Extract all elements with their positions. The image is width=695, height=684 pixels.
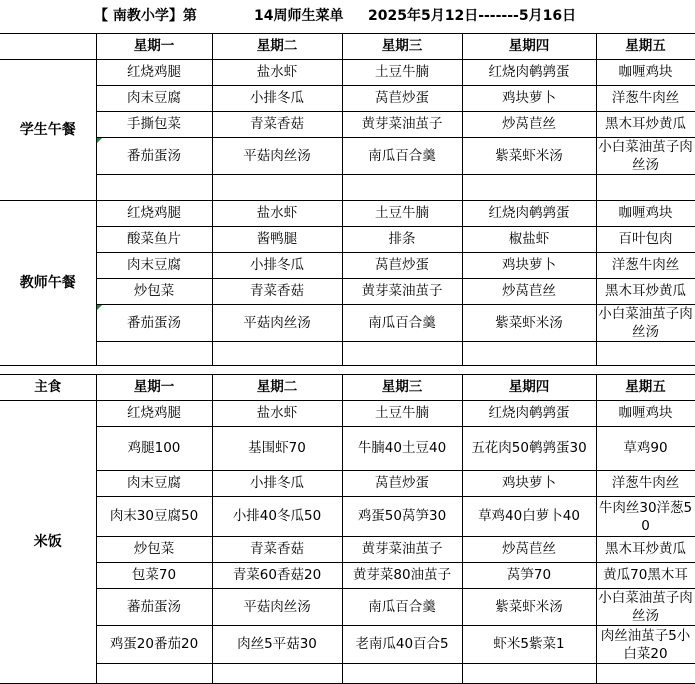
- empty-cell: [596, 664, 695, 684]
- menu-cell: 炒莴苣丝: [462, 537, 596, 563]
- ingredient-cell: 鸡蛋20番茄20: [96, 626, 212, 664]
- menu-cell: 炒包菜: [96, 537, 212, 563]
- menu-cell: 小白菜油茧子肉丝汤: [596, 589, 695, 626]
- day-header: 星期四: [462, 34, 596, 60]
- menu-cell: 黑木耳炒黄瓜: [596, 112, 695, 138]
- menu-cell: 咖喱鸡块: [596, 201, 695, 227]
- table-row: [0, 626, 695, 664]
- table-row: [0, 537, 695, 563]
- menu-cell: 南瓜百合羹: [342, 138, 462, 175]
- ingredient-cell: 小排40冬瓜50: [212, 497, 342, 537]
- ingredient-cell: 牛腩40土豆40: [342, 427, 462, 471]
- menu-cell: 莴苣炒蛋: [342, 253, 462, 279]
- menu-cell: 黑木耳炒黄瓜: [596, 537, 695, 563]
- menu-cell: 青菜香菇: [212, 112, 342, 138]
- table-row: [0, 497, 695, 537]
- table-row: [0, 112, 695, 138]
- lunch-header-row: [0, 34, 695, 60]
- menu-cell: 平菇肉丝汤: [212, 305, 342, 342]
- menu-cell: 洋葱牛肉丝: [596, 253, 695, 279]
- day-header: 星期四: [462, 375, 596, 401]
- menu-cell: 肉末豆腐: [96, 253, 212, 279]
- ingredient-cell: 包菜70: [96, 563, 212, 589]
- ingredient-cell: 基围虾70: [212, 427, 342, 471]
- menu-cell: 黄芽菜油茧子: [342, 279, 462, 305]
- menu-cell: 莴苣炒蛋: [342, 86, 462, 112]
- ingredient-cell: 牛肉丝30洋葱50: [596, 497, 695, 537]
- menu-cell: 炒莴苣丝: [462, 279, 596, 305]
- ingredient-cell: 青菜60香菇20: [212, 563, 342, 589]
- ingredient-cell: 五花肉50鹌鹑蛋30: [462, 427, 596, 471]
- ingredient-cell: 黄瓜70黑木耳: [596, 563, 695, 589]
- menu-cell: 南瓜百合羹: [342, 305, 462, 342]
- menu-cell: 小排冬瓜: [212, 471, 342, 497]
- table-row: [0, 60, 695, 86]
- table-row: [0, 342, 695, 366]
- menu-title: [0, 0, 695, 33]
- day-header: 星期五: [596, 34, 695, 60]
- menu-cell: 土豆牛腩: [342, 201, 462, 227]
- ingredient-cell: 莴笋70: [462, 563, 596, 589]
- ingredient-cell: 肉丝油茧子5小白菜20: [596, 626, 695, 664]
- staple-menu-table: [0, 374, 695, 684]
- menu-cell: 咖喱鸡块: [596, 60, 695, 86]
- menu-cell: 平菇肉丝汤: [212, 589, 342, 626]
- menu-cell: 小白菜油茧子肉丝汤: [596, 305, 695, 342]
- day-header: 星期一: [96, 34, 212, 60]
- menu-cell: 平菇肉丝汤: [212, 138, 342, 175]
- menu-cell: 红烧鸡腿: [96, 60, 212, 86]
- table-row: [0, 471, 695, 497]
- ingredient-cell: 鸡腿100: [96, 427, 212, 471]
- student-lunch-label: 学生午餐: [0, 60, 96, 201]
- table-row: [0, 664, 695, 684]
- menu-cell: 排条: [342, 227, 462, 253]
- ingredient-cell: 肉丝5平菇30: [212, 626, 342, 664]
- menu-cell: 青菜香菇: [212, 537, 342, 563]
- menu-cell: 黄芽菜油茧子: [342, 537, 462, 563]
- empty-cell: [96, 175, 212, 201]
- empty-cell: [212, 342, 342, 366]
- menu-cell: 红烧肉鹌鹑蛋: [462, 60, 596, 86]
- staple-header: 主食: [0, 375, 96, 401]
- empty-cell: [96, 664, 212, 684]
- menu-cell: 椒盐虾: [462, 227, 596, 253]
- menu-cell: 红烧鸡腿: [96, 401, 212, 427]
- menu-cell: 鸡块萝卜: [462, 86, 596, 112]
- menu-cell: 洋葱牛肉丝: [596, 471, 695, 497]
- empty-cell: [342, 664, 462, 684]
- ingredient-cell: 草鸡40白萝卜40: [462, 497, 596, 537]
- menu-cell: 紫菜虾米汤: [462, 305, 596, 342]
- empty-cell: [342, 175, 462, 201]
- menu-cell: 红烧肉鹌鹑蛋: [462, 201, 596, 227]
- menu-cell: 咖喱鸡块: [596, 401, 695, 427]
- table-row: [0, 305, 695, 342]
- title-dates: 2025年5月12日-------5月16日: [368, 8, 577, 24]
- corner-cell: [0, 34, 96, 60]
- rice-label: 米饭: [0, 401, 96, 684]
- menu-cell: 黑木耳炒黄瓜: [596, 279, 695, 305]
- table-row: [0, 227, 695, 253]
- day-header: 星期三: [342, 34, 462, 60]
- menu-cell: 炒莴苣丝: [462, 112, 596, 138]
- table-row: [0, 253, 695, 279]
- table-row: [0, 589, 695, 626]
- menu-cell: 小排冬瓜: [212, 86, 342, 112]
- empty-cell: [462, 664, 596, 684]
- table-row: [0, 138, 695, 175]
- table-row: [0, 279, 695, 305]
- table-row: [0, 427, 695, 471]
- menu-cell: 番茄蛋汤: [96, 138, 212, 175]
- empty-cell: [342, 342, 462, 366]
- empty-cell: [96, 342, 212, 366]
- day-header: 星期三: [342, 375, 462, 401]
- table-row: [0, 175, 695, 201]
- menu-cell: 肉末豆腐: [96, 471, 212, 497]
- day-header: 星期二: [212, 375, 342, 401]
- menu-cell: 酱鸭腿: [212, 227, 342, 253]
- empty-cell: [462, 175, 596, 201]
- ingredient-cell: 草鸡90: [596, 427, 695, 471]
- menu-cell: 红烧肉鹌鹑蛋: [462, 401, 596, 427]
- table-row: [0, 86, 695, 112]
- menu-cell: 黄芽菜油茧子: [342, 112, 462, 138]
- lunch-menu-table: [0, 33, 695, 366]
- empty-cell: [596, 342, 695, 366]
- menu-cell: 青菜香菇: [212, 279, 342, 305]
- table-row: [0, 201, 695, 227]
- ingredient-cell: 黄芽菜80油茧子: [342, 563, 462, 589]
- menu-cell: 土豆牛腩: [342, 401, 462, 427]
- day-header: 星期二: [212, 34, 342, 60]
- empty-cell: [596, 175, 695, 201]
- menu-cell: 百叶包肉: [596, 227, 695, 253]
- day-header: 星期五: [596, 375, 695, 401]
- menu-cell: 南瓜百合羹: [342, 589, 462, 626]
- table-row: [0, 563, 695, 589]
- menu-cell: 土豆牛腩: [342, 60, 462, 86]
- empty-cell: [462, 342, 596, 366]
- menu-cell: 莴苣炒蛋: [342, 471, 462, 497]
- menu-cell: 紫菜虾米汤: [462, 589, 596, 626]
- ingredient-cell: 肉末30豆腐50: [96, 497, 212, 537]
- menu-cell: 炒包菜: [96, 279, 212, 305]
- menu-cell: 盐水虾: [212, 401, 342, 427]
- ingredient-cell: 老南瓜40百合5: [342, 626, 462, 664]
- ingredient-cell: 鸡蛋50莴笋30: [342, 497, 462, 537]
- menu-cell: 洋葱牛肉丝: [596, 86, 695, 112]
- menu-cell: 番茄蛋汤: [96, 305, 212, 342]
- table-row: [0, 401, 695, 427]
- menu-cell: 盐水虾: [212, 201, 342, 227]
- title-school: 【 南教小学】第: [94, 8, 197, 24]
- title-week: 14周师生菜单: [254, 8, 344, 24]
- empty-cell: [212, 664, 342, 684]
- menu-cell: 小排冬瓜: [212, 253, 342, 279]
- menu-cell: 小白菜油茧子肉丝汤: [596, 138, 695, 175]
- menu-cell: 盐水虾: [212, 60, 342, 86]
- menu-cell: 手撕包菜: [96, 112, 212, 138]
- menu-cell: 鸡块萝卜: [462, 253, 596, 279]
- menu-cell: 酸菜鱼片: [96, 227, 212, 253]
- menu-cell: 鸡块萝卜: [462, 471, 596, 497]
- menu-cell: 蕃茄蛋汤: [96, 589, 212, 626]
- empty-cell: [212, 175, 342, 201]
- menu-cell: 紫菜虾米汤: [462, 138, 596, 175]
- ingredient-cell: 虾米5紫菜1: [462, 626, 596, 664]
- staple-header-row: [0, 375, 695, 401]
- menu-cell: 肉末豆腐: [96, 86, 212, 112]
- day-header: 星期一: [96, 375, 212, 401]
- menu-cell: 红烧鸡腿: [96, 201, 212, 227]
- teacher-lunch-label: 教师午餐: [0, 201, 96, 366]
